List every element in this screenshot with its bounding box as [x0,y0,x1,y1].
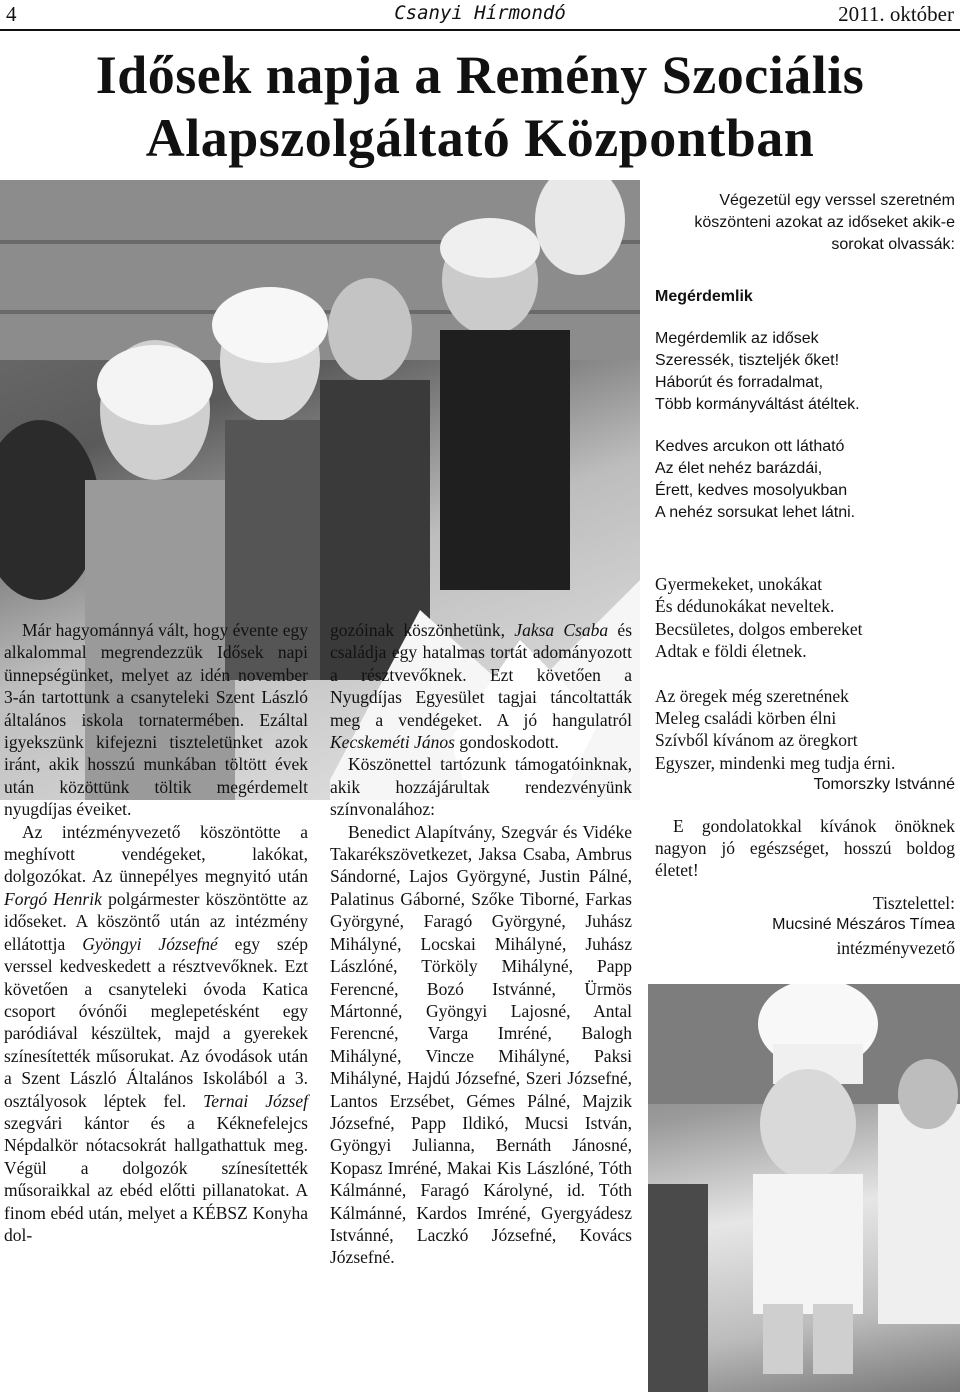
page-header [0,0,960,30]
person-name: Gyöngyi Józsefné [82,933,218,954]
column2-paragraph-1 [330,619,632,753]
child-chef-photo [648,984,960,1392]
text-run: és családja egy hatalmas tortát adományozott a résztvevőknek. Ezt követően a Nyugdíjas Egyesület tagjai táncoltatták meg a vendégeket. A jó hangulatról [330,620,633,730]
page-number: 4 [6,2,17,26]
child-chef-photo-art [648,984,960,1392]
text-run: gondoskodott. [454,732,559,753]
sponsors-list: Benedict Alapítvány, Szegvár és Vidéke Takarékszövetkezet, Jaksa Csaba, Ambrus Sándorné, Lajos Györgyné, Justin Pálné, Palatinus Gáborné, Szőke Tiborné, Farkas Györgyné, Faragó Györgyné, Juhász Mihályné, Locskai Mihályné, Juhász Lászlóné, Törköly Mihályné, Papp Ferencné, Bozó Istvánné, Ürmös Mártonné, Gyöngyi Lajosné, Antal Ferencné, Varga Imréné, Balogh Mihályné, Vincze Mihályné, Paksi Mihályné, Hajdú Józsefné, Szeri Józsefné, Lantos Erzsébet, Gémes Pálné, Majzik Józsefné, Papp Ildikó, Mucsi István, Gyöngyi Julianna, Bernáth Jánosné, Kopasz Imréné, Makai Kis Lászlóné, Tóth Kálmánné, Faragó Károlyné, id. Tóth Kálmánné, Kardos Imréné, Gyergyádesz Istvánné, Laczkó Józsefné, Kovács Józsefné. [330,821,632,1268]
poem-line: Érett, kedves mosolyukban [655,482,848,499]
text-run: egy szép verssel kedveskedett a résztvevőknek. Ezt követően a csanyteleki óvoda Katica csoport óvónői meglepetésként egy paródiával készültek, majd a gyerekek színesítették műsorukat. Az óvodások után a Szent László Általános Iskolából a 3. osztályosok léptek fel. [4,933,308,1111]
poem-line: Egyszer, mindenki meg tudja érni. [655,752,896,773]
closing-text: E gondolatokkal kívánok önöknek nagyon jó egészséget, hosszú boldog életet! [655,815,955,881]
signer-name: Mucsiné Mészáros Tímea [772,916,955,934]
header-rule [0,29,960,31]
column2-paragraph-2: Köszönettel tartózunk támogatóinknak, akik hozzájárultak rendezvényünk színvonalához: [330,754,632,820]
poem-line: Szeressék, tiszteljék őket! [655,352,840,369]
poem-block [655,286,955,524]
poem-line: Meleg családi körben élni [655,708,837,729]
article-column-2 [330,619,632,1269]
poem-author: Tomorszky Istvánné [813,776,955,794]
title-line-2: Alapszolgáltató Központban [145,108,815,168]
poem-line: Szívből kívánom az öregkort [655,730,858,751]
poem-line: Több kormányváltást átéltek. [655,396,860,413]
poem-intro-block [655,190,955,256]
poem-line: Kedves arcukon ott látható [655,438,845,455]
publication-name: Csanyi Hírmondó [394,2,566,24]
person-name: Forgó Henrik [4,888,102,909]
text-run: gozóinak köszönhetünk, [330,620,515,640]
person-name: Jaksa Csaba [514,620,609,640]
poem-line: Háborút és forradalmat, [655,374,824,391]
poem-block-2 [655,573,955,959]
person-name: Kecskeméti János [330,732,455,753]
poem-intro-text: Végezetül egy verssel szeretném köszönteni azokat az időseket akik-e sorokat olvassák: [694,192,955,253]
person-name: Ternai József [203,1090,308,1111]
column1-paragraph-2 [4,821,308,1247]
poem-line: Adtak e földi életnek. [655,641,807,662]
poem-title: Megérdemlik [655,288,753,305]
signer-role: intézményvezető [836,937,955,958]
column1-paragraph-1: Már hagyománnyá vált, hogy évente egy alkalommal megrendezzük Idősek napi ünnepségünket, melyet az idén november 3-án tartottunk a csanyteleki Szent László általános iskola tornatermében. Ezáltal igyekszünk kifejezni tiszteletünket azok iránt, akik hosszú munkában töltött évek után közöttünk töltik megérdemelt nyugdíjas éveiket. [4,620,308,820]
poem-line: A nehéz sorsukat lehet látni. [655,504,856,521]
article-column-1 [4,619,308,1246]
poem-line: Megérdemlik az idősek [655,330,819,347]
poem-line: Az öregek még szeretnének [655,685,849,706]
closing-greeting: Tisztelettel: [873,892,955,913]
text-run: Az intézményvezető köszöntötte a meghívott vendégeket, lakókat, dolgozókat. Az ünnepélyes megnyitó után [4,821,308,887]
title-line-1: Idősek napja a Remény Szociális [95,45,865,105]
poem-line: Az élet nehéz barázdái, [655,460,823,477]
article-title [0,44,960,170]
poem-line: Gyermekeket, unokákat [655,574,823,594]
poem-line: Becsületes, dolgos embereket [655,618,863,639]
issue-date: 2011. október [838,2,954,26]
text-run: polgármester köszöntötte az időseket. A köszöntő után az intézmény ellátottja [4,888,308,954]
text-run: szegvári kántor és a Kéknefelejcs Népdalkör nótacsokrát hallgathattuk meg. Végül a dolgozók színesítették műsoraikkal az ebéd előtti pillanatokat. A finom ebéd után, melyet a KÉBSZ Konyha dol- [4,1112,308,1245]
poem-line: És dédunokákat neveltek. [655,596,835,617]
